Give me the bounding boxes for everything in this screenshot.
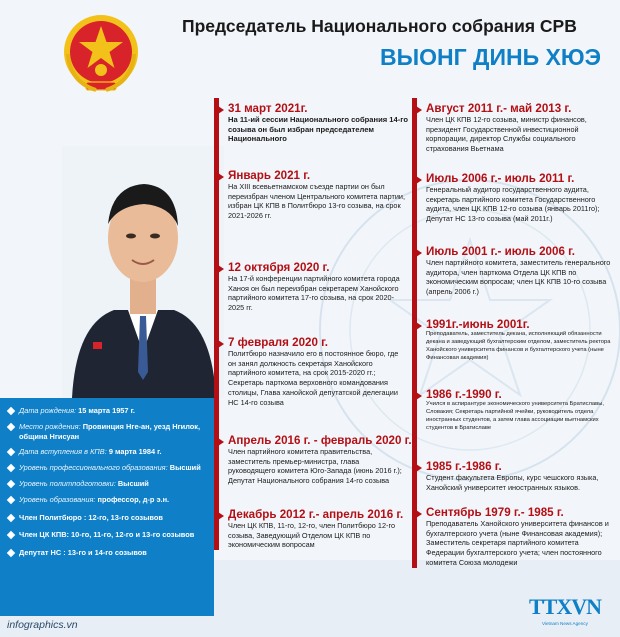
timeline-entry: Январь 2021 г. На XIII всевьетнамском съезде партии он был переизбран членом Центрального комитета партии, избран ЦК КПВ в Политбюро 13-го созыва, на срок 2021-2026 гг. [214,169,408,221]
ttxvn-logo: TTXVN [529,594,602,619]
arrow-marker-icon [218,340,224,348]
timeline-entry: 1991г.-июнь 2001г. Преподаватель, заместитель декана, исполняющий обязанности декана и заведующий бухгалтерским отделом, заместитель ректора Ханойского университета финансов и бухгалтерского учета (ныне Финансовая академия) [412,318,618,363]
timeline-entry: Июль 2006 г.- июль 2011 г. Генеральный аудитор государственного аудита, секретарь партийного комитета Государственного аудита, член ЦК КПВ 12-го созыва (январь 2011го); Депутат НС 13-го созыва (май 2011г.) [412,172,618,224]
timeline-entry: Декабрь 2012 г.- апрель 2016 г. Член ЦК КПВ, 11-го, 12-го, член Политбюро 12-го созыва, Заведующий Отделом ЦК КПВ по экономическим вопросам [214,508,408,550]
timeline-entry: Август 2011 г.- май 2013 г. Член ЦК КПВ 12-го созыва, министр финансов, президент Государственной инвестиционной корпорации, директор Службы социального страхования Вьетнама [412,102,618,154]
timeline-entry: Апрель 2016 г. - февраль 2020 г. Член партийного комитета правительства, заместитель премьер-министра, глава руководящего комитета Юго-Запада (июнь 2016 г.); Депутат Национального собрания 14-го созыва [214,434,408,486]
timeline-entry: 1986 г.-1990 г. Учился в аспирантуре экономического университета Братиславы, Словакия; Секретарь партийной ячейки, руководитель отдела иностранных студентов, а затем глава ассоциации вьетнамских студентов в Братиславе [412,388,618,433]
diamond-bullet-icon [7,407,15,415]
timeline-entry: 1985 г.-1986 г. Студент факультета Европы, курс чешского языка, Ханойский университет иностранных языков. [412,460,618,492]
bio-central-committee-member: Член ЦК КПВ: 10-го, 11-го, 12-го и 13-го созывов [6,530,208,540]
arrow-marker-icon [416,106,422,114]
arrow-marker-icon [416,322,422,330]
arrow-marker-icon [416,176,422,184]
bio-politburo-member: Член Политбюро : 12-го, 13-го созывов [6,513,208,523]
arrow-marker-icon [218,438,224,446]
timeline-entry: Сентябрь 1979 г.- 1985 г. Преподаватель Ханойского университета финансов и бухгалтерского учета (ныне Финансовая академия); Заместитель секретаря партийного комитета Федерации бухгалтерского учета; член постоянного комитета Союза молодежи [412,506,618,568]
portrait-photo [62,146,224,398]
bio-political-training: Уровень политподготовки: Высший [6,479,208,489]
diamond-bullet-icon [7,448,15,456]
bio-birth-date: Дата рождения: 15 марта 1957 г. [6,406,208,416]
diamond-bullet-icon [7,464,15,472]
person-name: ВЫОНГ ДИНЬ ХЮЭ [380,44,601,70]
arrow-marker-icon [416,510,422,518]
diamond-bullet-icon [7,549,15,557]
arrow-marker-icon [416,464,422,472]
timeline-entry: 12 октября 2020 г. На 17-й конференции партийного комитета города Ханоя он был переизбран секретарем Ханойского партийного комитета 17-го созыва, на срок 2020-2025 гг. [214,261,408,313]
bio-sidebar [0,398,214,616]
diamond-bullet-icon [7,531,15,539]
arrow-marker-icon [218,512,224,520]
arrow-marker-icon [218,265,224,273]
national-emblem-icon [62,12,140,96]
bio-party-join-date: Дата вступления в КПВ: 9 марта 1984 г. [6,447,208,457]
diamond-bullet-icon [7,480,15,488]
bio-birth-place: Место рождения: Провинция Нге-ан, уезд Нгилок, община Нгисуан [6,422,208,442]
timeline-entry: 31 март 2021г. На 11-ий сессии Национального собрания 14-го созыва он был избран председателем Национального [214,102,408,144]
bio-professional-education: Уровень профессионального образования: Высший [6,463,208,473]
bio-education-level: Уровень образования: профессор, д-р э.н. [6,495,208,505]
bio-deputy: Депутат НС : 13-го и 14-го созывов [6,548,208,558]
diamond-bullet-icon [7,423,15,431]
arrow-marker-icon [416,249,422,257]
timeline-entry: 7 февраля 2020 г. Политбюро назначило его в постоянное бюро, где он занял должность секретаря Ханойского партийного комитета, на срок 2015-2020 гг.; Секретарь парткома верховного командования столицы, Глава ханойской депутатской делегации НС 14-го созыва [214,336,408,407]
logo-subtitle: Vietnam News Agency [542,621,588,626]
arrow-marker-icon [218,106,224,114]
diamond-bullet-icon [7,513,15,521]
timeline-entry: Июль 2001 г.- июль 2006 г. Член партийного комитета, заместитель генерального аудитора, член парткома Отдела ЦК КПВ по экономическим вопросам; член ЦК КПВ 10-го созыва (апрель 2006 г.) [412,245,618,297]
source-brand: infographics.vn [7,619,78,631]
diamond-bullet-icon [7,496,15,504]
arrow-marker-icon [218,173,224,181]
page-title: Председатель Национального собрания СРВ [182,16,577,36]
arrow-marker-icon [416,392,422,400]
